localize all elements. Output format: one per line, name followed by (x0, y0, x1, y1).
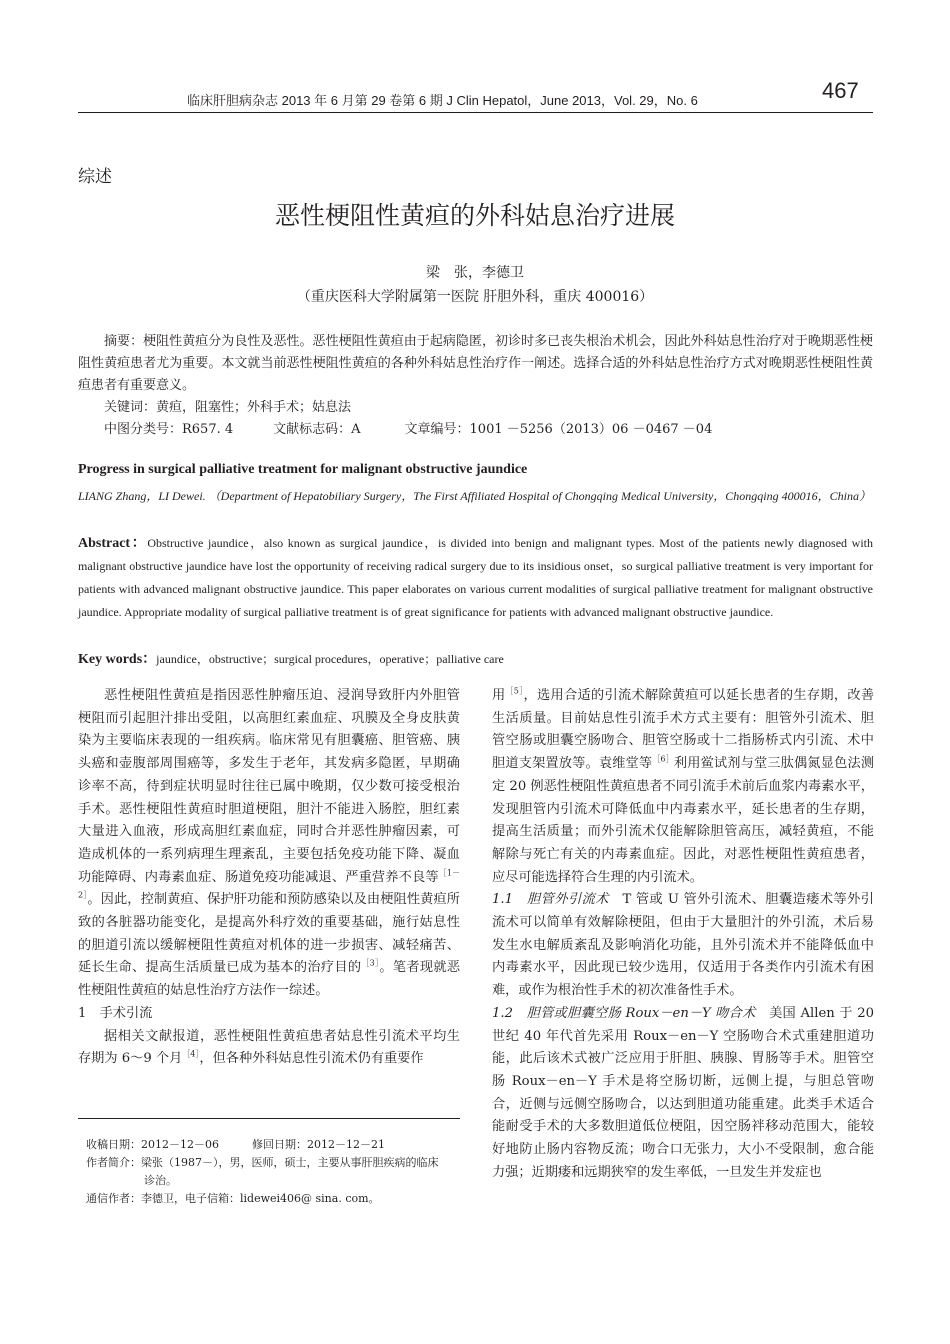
keywords-en-text: jaundice，obstructive；surgical procedures，operative；palliative care (156, 652, 504, 666)
article-title-cn: 恶性梗阻性黄疸的外科姑息治疗进展 (274, 201, 675, 230)
citation: ［1－2］ (78, 868, 460, 900)
footnotes (86, 1136, 466, 1208)
authors-en: LIANG Zhang，LI Dewei. （Department of Hepatobiliary Surgery，The First Affiliated Hospital of Chongqing Medical University，Chongqing 400016，China） (78, 489, 871, 503)
footnote-rule (78, 1118, 460, 1119)
abstract-cn: 摘要：梗阻性黄疸分为良性及恶性。恶性梗阻性黄疸由于起病隐匿，初诊时多已丧失根治术机会，因此外科姑息性治疗对于晚期恶性梗阻性黄疸患者尤为重要。本文就当前恶性梗阻性黄疸的各种外科姑息性治疗作一阐述。选择合适的外科姑息性治疗方式对晚期恶性梗阻性黄疸患者有重要意义。 (78, 334, 873, 393)
affiliation-cn: （重庆医科大学附属第一医院 肝胆外科，重庆 400016） (296, 289, 654, 305)
abstract-en-label: Abstract： (78, 536, 148, 551)
abstract-cn-block (78, 331, 873, 441)
keywords-en-label: Key words： (78, 652, 157, 667)
citation: ［3］ (361, 959, 380, 969)
authors-cn: 梁 张，李德卫 (426, 265, 524, 281)
citation: ［6］ (652, 754, 674, 764)
citation: ［5］ (505, 686, 524, 696)
keywords-cn: 关键词：黄疸，阻塞性；外科手术；姑息法 (104, 400, 352, 415)
classification-line (78, 419, 873, 441)
body-paragraph: 用$^{[5]}$，选用合适的引流术解除黄疸可以延长患者的生存期，改善生活质量。目前姑息性引流手术方式主要有：胆管外引流术、胆管空肠或胆囊空肠吻合、胆管空肠或十二指肠桥式内引流、术中胆道支架置放等。袁维堂等$^{[6]}$利用鲎试剂与堂三肽偶氮显色法测定 20 例恶性梗阻性黄疸患者不同引流手术前后血浆内毒素水平，发现胆管内引流术可降低血中内毒素水平，延长患者的生存期，提高生活质量；而外引流术仅能解除胆管高压，减轻黄疸，不能解除与死亡有关的内毒素血症。因此，对恶性梗阻性黄疸患者，应尽可能选择符合生理的内引流术。 (492, 686, 875, 885)
abstract-en (78, 532, 873, 624)
correspondence: 通信作者：李德卫，电子信箱：lidewei406@ sina. com。 (86, 1192, 380, 1205)
body-paragraph: 1.1 胆管外引流术 T 管或 U 管外引流术、胆囊造瘘术等外引流术可以简单有效解除梗阻，但由于大量胆汁的外引流，术后易发生水电解质紊乱及影响消化功能，且外引流术并不能降低血中内毒素水平，因此现已较少选用，仅适用于各类作内引流术有困难，或作为根治性手术的初次准备性手术。 (492, 892, 874, 999)
keywords-en (78, 648, 873, 668)
body-paragraph: 据相关文献报道，恶性梗阻性黄疸患者姑息性引流术平均生存期为 6～9 个月$^{[4]}$，但各种外科姑息性引流术仍有重要作 (78, 1028, 460, 1067)
body-column-left (78, 685, 460, 1071)
citation: ［4］ (182, 1049, 200, 1059)
page-number: 467 (822, 78, 859, 103)
subsection-heading: 1.1 胆管外引流术 (492, 892, 609, 908)
clc-number: 中图分类号：R657. 4 (104, 422, 234, 437)
subsection-heading: 1.2 胆管或胆囊空肠 Roux－en－Y 吻合术 (492, 1005, 756, 1021)
body-paragraph: 恶性梗阻性黄疸是指因恶性肿瘤压迫、浸润导致肝内外胆管梗阻而引起胆汁排出受阻，以高胆红素血症、巩膜及全身皮肤黄染为主要临床表现的一组疾病。临床常见有胆囊癌、胆管癌、胰头癌和壶腹部周围癌等，多发生于老年，其发病多隐匿，早期确诊率不高，待到症状明显时往往已属中晚期，仅少数可接受根治手术。恶性梗阻性黄疸时胆道梗阻，胆汁不能进入肠腔，胆红素大量进入血液，形成高胆红素血症，同时合并恶性肿瘤因素，可造成机体的一系列病理生理紊乱，主要包括免疫功能下降、凝血功能障碍、内毒素血症、肠道免疫功能减退、严重营养不良等$^{[1-2]}$。因此，控制黄疸、保护肝功能和预防感染以及由梗阻性黄疸所致的各脏器功能变化，是提高外科疗效的重要基础，施行姑息性的胆道引流以缓解梗阻性黄疸对机体的进一步损害、减轻痛苦、延长生命、提高生活质量已成为基本的治疗目的$^{[3]}$。笔者现就恶性梗阻性黄疸的姑息性治疗方法作一综述。 (78, 688, 461, 999)
header-rule (78, 112, 873, 113)
author-intro-cont: 诊治。 (144, 1174, 177, 1187)
abstract-en-text: Obstructive jaundice，also known as surgical jaundice，is divided into benign and malignant types. Most of the patients newly diagnosed with malignant obstructive jaundice have lost the opportunity of receiving radical surgery due to its insidious onset，so surgical palliative treatment is very important for patients with advanced malignant obstructive jaundice. This paper elaborates on various current modalities of surgical palliative treatment for malignant obstructive jaundice. Appropriate modality of surgical palliative treatment is of great significance for patients with advanced malignant obstructive jaundice. (78, 536, 873, 619)
article-title-en: Progress in surgical palliative treatment for malignant obstructive jaundice (78, 462, 528, 477)
article-number: 文章编号：1001 －5256（2013）06 －0467 －04 (404, 422, 713, 437)
received-dates: 收稿日期：2012－12－06 修回日期：2012－12－21 (86, 1138, 385, 1151)
document-code: 文献标志码：A (273, 422, 361, 437)
body-paragraph: 1.2 胆管或胆囊空肠 Roux－en－Y 吻合术 美国 Allen 于 20 世纪 40 年代首先采用 Roux－en－Y 空肠吻合术式重建胆道功能，此后该术式被广泛应用于肝胆、胰腺、胃肠等手术。胆管空肠 Roux－en－Y 手术是将空肠切断，远侧上提，与胆总管吻合，近侧与远侧空肠吻合，以达到胆道功能重建。此类手术适合能耐受手术的大多数胆道低位梗阻，因空肠袢移动范围大，能较好地防止肠内容物反流；吻合口无张力，大小不受限制，愈合能力强；近期瘘和远期狭窄的发生率低，一旦发生并发症也 (492, 1005, 874, 1180)
section-label: 综述 (78, 167, 112, 187)
body-column-right (492, 685, 874, 1184)
running-head: 临床肝胆病杂志 2013 年 6 月第 29 卷第 6 期 J Clin Hepatol，June 2013，Vol. 29，No. 6 (187, 93, 698, 108)
section-heading: 1 手术引流 (78, 1005, 153, 1021)
author-intro: 作者简介：梁张（1987－），男，医师，硕士，主要从事肝胆疾病的临床 (86, 1156, 439, 1169)
